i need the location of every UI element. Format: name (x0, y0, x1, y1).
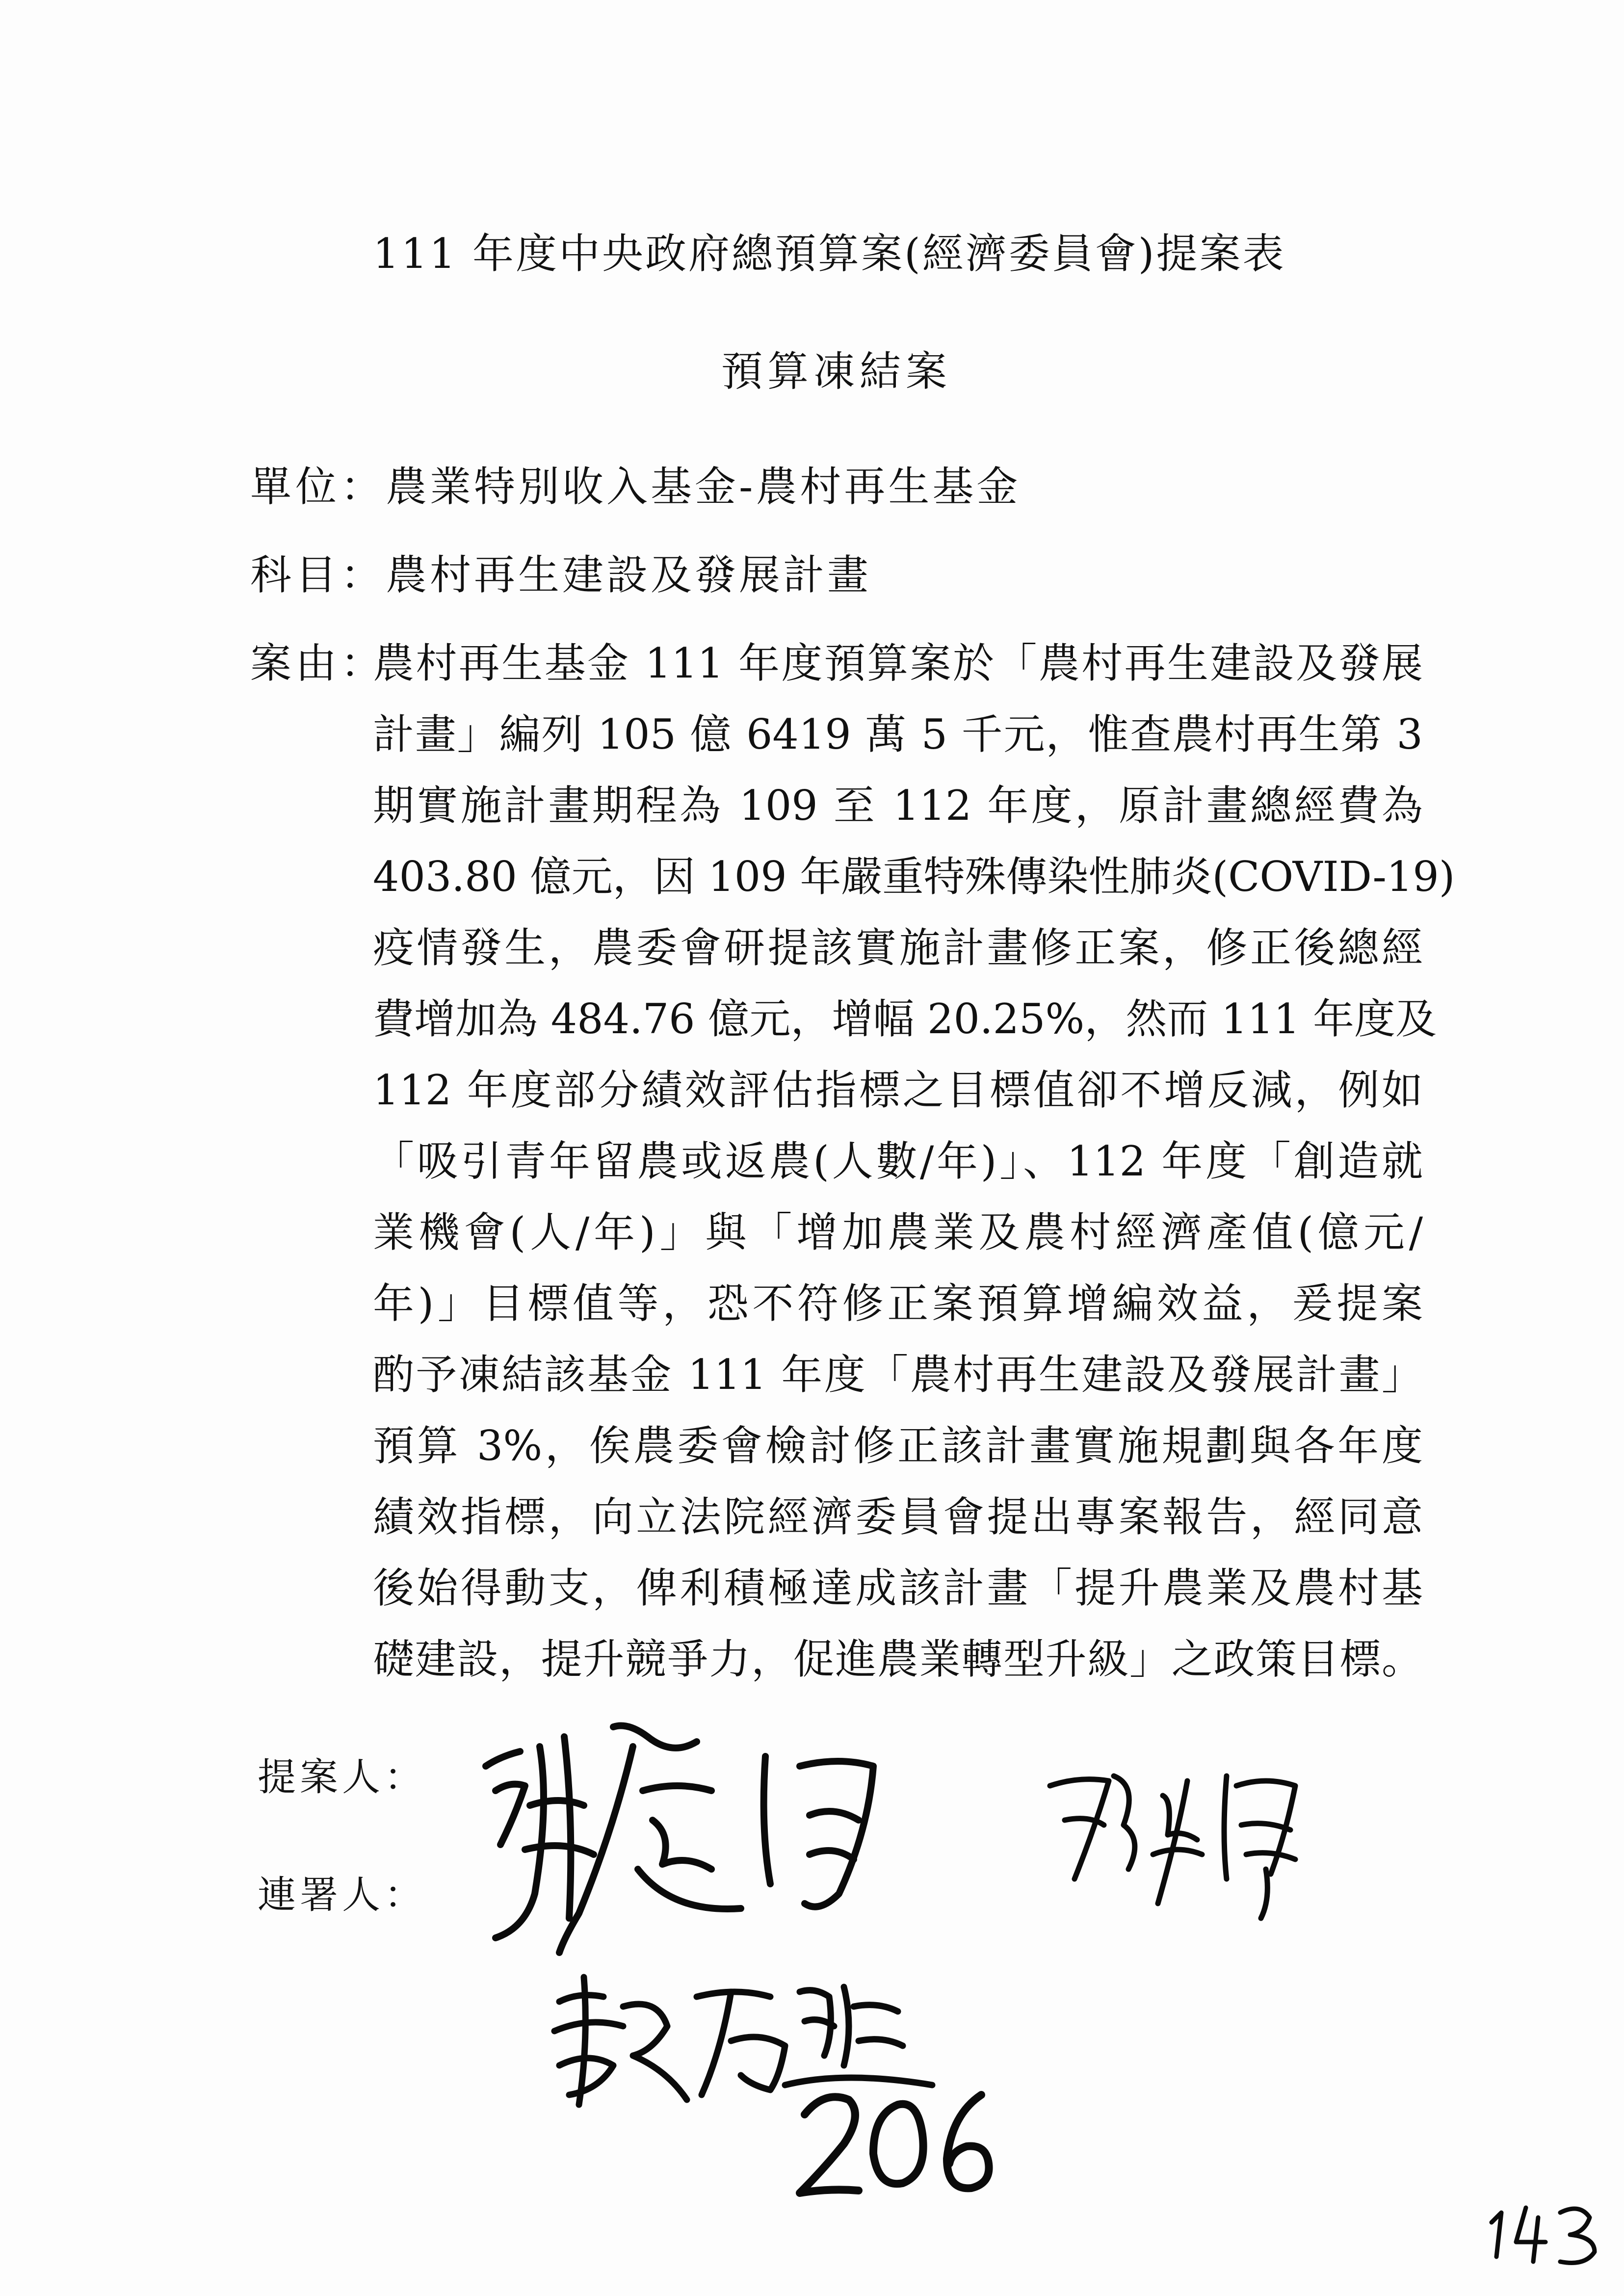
reason-line: 期實施計畫期程為 109 至 112 年度，原計畫總經費為 (373, 782, 1423, 830)
subject-field (250, 542, 871, 601)
subject-value: 農村再生建設及發展計畫 (386, 551, 872, 599)
subject-separator: ： (341, 551, 386, 599)
reason-label: 案由： (250, 639, 386, 687)
reason-line: 「吸引青年留農或返農(人數/年)」、112 年度「創造就 (373, 1137, 1423, 1185)
reason-line: 農村再生基金 111 年度預算案於「農村再生建設及發展 (373, 639, 1423, 687)
proposer-signature (466, 1707, 908, 1962)
reason-line: 計畫」編列 105 億 6419 萬 5 千元，惟查農村再生第 3 (373, 710, 1423, 758)
handwritten-page-number (1482, 2193, 1614, 2271)
reason-line: 403.80 億元，因 109 年嚴重特殊傳染性肺炎(COVID-19) (373, 853, 1455, 901)
reason-line: 礎建設，提升競爭力，促進農業轉型升級」之政策目標。 (373, 1635, 1423, 1683)
document-subtitle: 預算凍結案 (721, 347, 952, 395)
reason-line: 112 年度部分績效評估指標之目標值卻不增反減，例如 (373, 1066, 1423, 1114)
reason-line: 績效指標，向立法院經濟委員會提出專案報告，經同意 (373, 1493, 1423, 1541)
reason-line: 年)」目標值等，恐不符修正案預算增編效益，爰提案 (373, 1279, 1423, 1328)
reason-line: 預算 3%，俟農委會檢討修正該計畫實施規劃與各年度 (373, 1422, 1423, 1470)
cosigner-label: 連署人： (258, 1873, 427, 1917)
reason-line: 疫情發生，農委會研提該實施計畫修正案，修正後總經 (373, 924, 1423, 972)
proposer-label: 提案人： (258, 1755, 427, 1800)
cosigner-signature (1040, 1756, 1315, 1923)
reason-line: 酌予凍結該基金 111 年度「農村再生建設及發展計畫」 (373, 1351, 1423, 1399)
handwritten-number (790, 2085, 1006, 2203)
unit-separator: ： (341, 463, 386, 511)
unit-field (250, 454, 1021, 513)
reason-body (373, 628, 1455, 1695)
reason-line: 業機會(人/年)」與「增加農業及農村經濟產值(億元/ (373, 1208, 1423, 1256)
unit-label: 單位 (250, 463, 341, 511)
reason-line: 後始得動支，俾利積極達成該計畫「提升農業及農村基 (373, 1564, 1423, 1612)
document-title: 111 年度中央政府總預算案(經濟委員會)提案表 (373, 230, 1286, 278)
subject-label: 科目 (250, 551, 341, 599)
unit-value: 農業特別收入基金-農村再生基金 (386, 463, 1021, 511)
reason-line: 費增加為 484.76 億元，增幅 20.25%，然而 111 年度及 (373, 995, 1437, 1043)
